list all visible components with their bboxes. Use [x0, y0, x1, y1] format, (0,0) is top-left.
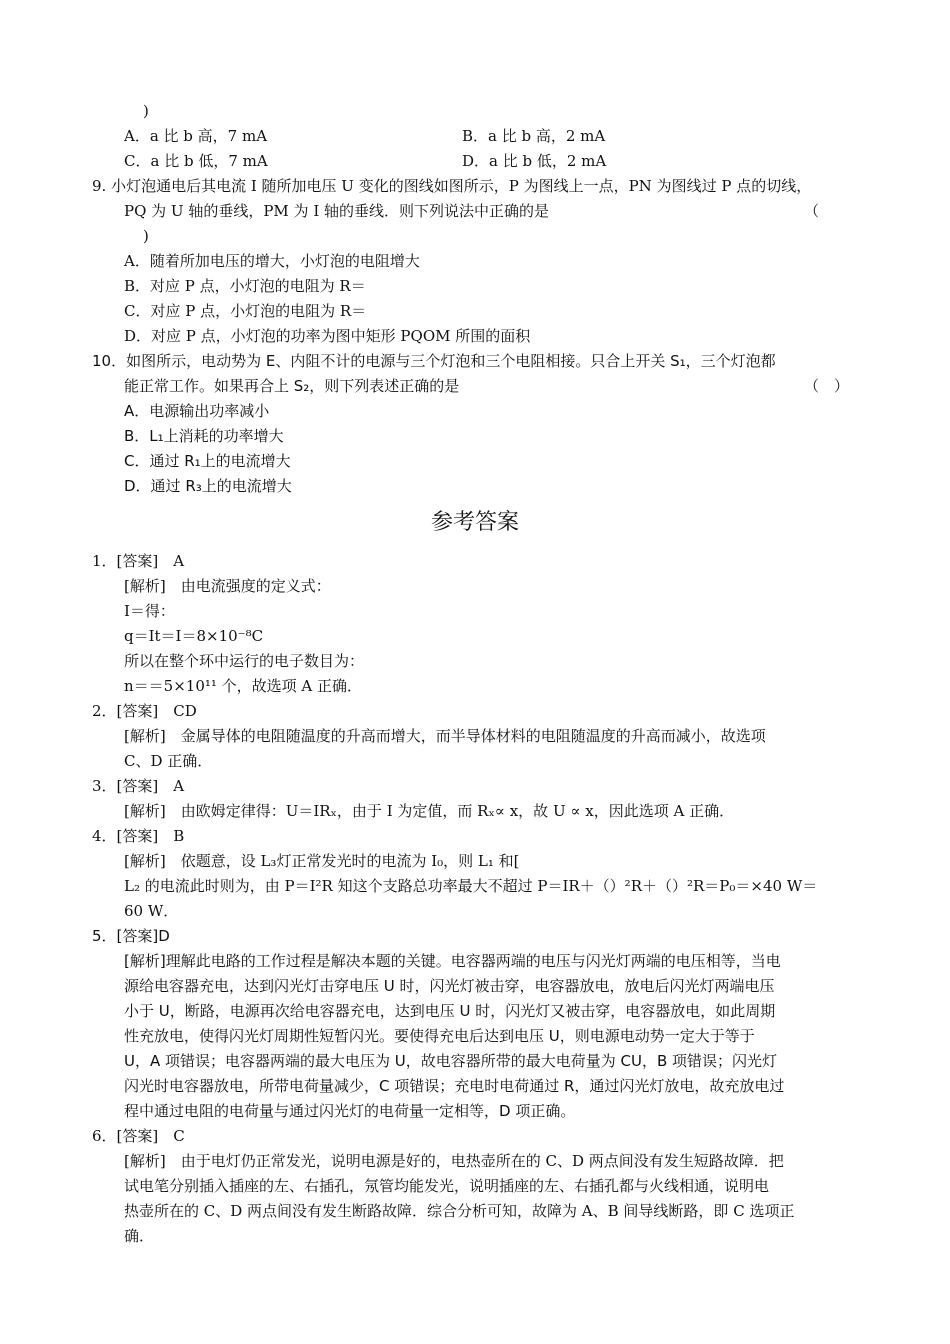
- text-line: U，A 项错误；电容器两端的最大电压为 U，故电容器所带的最大电荷量为 CU，B 项错误；闪光灯: [124, 1052, 778, 1070]
- text-line: 小于 U，断路，电源再次给电容器充电，达到电压 U 时，闪光灯又被击穿，电容器放电，如此周期: [124, 1002, 776, 1020]
- text-line: C．通过 R₁上的电流增大: [124, 452, 291, 470]
- text-line: 1．[答案] A: [92, 552, 185, 570]
- text-line: ): [143, 227, 149, 245]
- text-line: 3．[答案] A: [92, 777, 185, 795]
- text-line: 性充放电，使得闪光灯周期性短暂闪光。要使得充电后达到电压 U，则电源电动势一定大于等于: [124, 1027, 755, 1045]
- text-line: 热壶所在的 C、D 两点间没有发生断路故障．综合分析可知，故障为 A、B 间导线断路，即 C 选项正: [124, 1202, 795, 1220]
- text-line: 能正常工作。如果再合上 S₂，则下列表述正确的是: [124, 377, 460, 395]
- text-line: L₂ 的电流此时则为，由 P＝I²R 知这个支路总功率最大不超过 P＝IR＋（）²R＋（）²R＝P₀＝×40 W＝: [124, 877, 818, 895]
- text-line: 试电笔分别插入插座的左、右插孔，氖管均能发光，说明插座的左、右插孔都与火线相通，说明电: [124, 1177, 770, 1195]
- text-line: （ ）: [804, 377, 850, 395]
- text-line: 2．[答案] CD: [92, 702, 197, 720]
- text-line: [解析]理解此电路的工作过程是解决本题的关键。电容器两端的电压与闪光灯两端的电压相等，当电: [124, 952, 781, 970]
- answer-section-title: 参考答案: [430, 510, 519, 535]
- text-line: D．对应 P 点，小灯泡的功率为图中矩形 PQOM 所围的面积: [124, 327, 531, 345]
- text-line: 5．[答案]D: [92, 927, 170, 945]
- text-line: [解析] 由电流强度的定义式：: [124, 577, 331, 595]
- text-line: 所以在整个环中运行的电子数目为：: [124, 652, 365, 670]
- text-line: B．对应 P 点，小灯泡的电阻为 R＝: [124, 277, 366, 295]
- text-line: I＝得：: [124, 602, 175, 620]
- text-line: 4．[答案] B: [92, 827, 185, 845]
- text-line: n＝＝5×10¹¹ 个，故选项 A 正确．: [124, 677, 363, 695]
- text-line: 60 W．: [124, 902, 179, 920]
- text-line: （: [804, 202, 820, 220]
- text-line: q＝It＝I＝8×10⁻⁸C: [124, 627, 264, 645]
- text-line: A．a 比 b 高，7 mA: [124, 127, 268, 145]
- text-line: B．a 比 b 高，2 mA: [462, 127, 606, 145]
- text-line: C．a 比 b 低，7 mA: [124, 152, 268, 170]
- text-line: C．对应 P 点，小灯泡的电阻为 R＝: [124, 302, 367, 320]
- text-line: 9. 小灯泡通电后其电流 I 随所加电压 U 变化的图线如图所示，P 为图线上一点，PN 为图线过 P 点的切线，: [92, 177, 812, 195]
- text-line: C、D 正确．: [124, 752, 213, 770]
- text-line: 程中通过电阻的电荷量与通过闪光灯的电荷量一定相等，D 项正确。: [124, 1102, 576, 1120]
- text-line: PQ 为 U 轴的垂线，PM 为 I 轴的垂线．则下列说法中正确的是: [124, 202, 550, 220]
- text-line: A．电源输出功率减小: [124, 402, 270, 420]
- text-line: B．L₁上消耗的功率增大: [124, 427, 284, 445]
- text-line: 源给电容器充电，达到闪光灯击穿电压 U 时，闪光灯被击穿，电容器放电，放电后闪光灯两端电压: [124, 977, 775, 995]
- text-line: [解析] 由于电灯仍正常发光，说明电源是好的，电热壶所在的 C、D 两点间没有发生短路故障．把: [124, 1152, 784, 1170]
- text-line: ): [143, 102, 149, 120]
- text-line: A．随着所加电压的增大，小灯泡的电阻增大: [124, 252, 420, 270]
- text-line: D．a 比 b 低，2 mA: [462, 152, 607, 170]
- text-line: [解析] 由欧姆定律得：U＝IRₓ，由于 I 为定值，而 Rₓ∝ x，故 U ∝ x，因此选项 A 正确．: [124, 802, 735, 820]
- text-line: 10．如图所示，电动势为 E、内阻不计的电源与三个灯泡和三个电阻相接。只合上开关 S₁，三个灯泡都: [92, 352, 776, 370]
- text-line: [解析] 金属导体的电阻随温度的升高而增大，而半导体材料的电阻随温度的升高而减小，故选项: [124, 727, 766, 745]
- text-line: D．通过 R₃上的电流增大: [124, 477, 292, 495]
- text-line: 6．[答案] C: [92, 1127, 185, 1145]
- text-line: 确．: [124, 1227, 155, 1245]
- text-line: [解析] 依题意，设 L₃灯正常发光时的电流为 I₀，则 L₁ 和[: [124, 852, 520, 870]
- text-line: 闪光时电容器放电，所带电荷量减少，C 项错误；充电时电荷通过 R，通过闪光灯放电，故充放电过: [124, 1077, 785, 1095]
